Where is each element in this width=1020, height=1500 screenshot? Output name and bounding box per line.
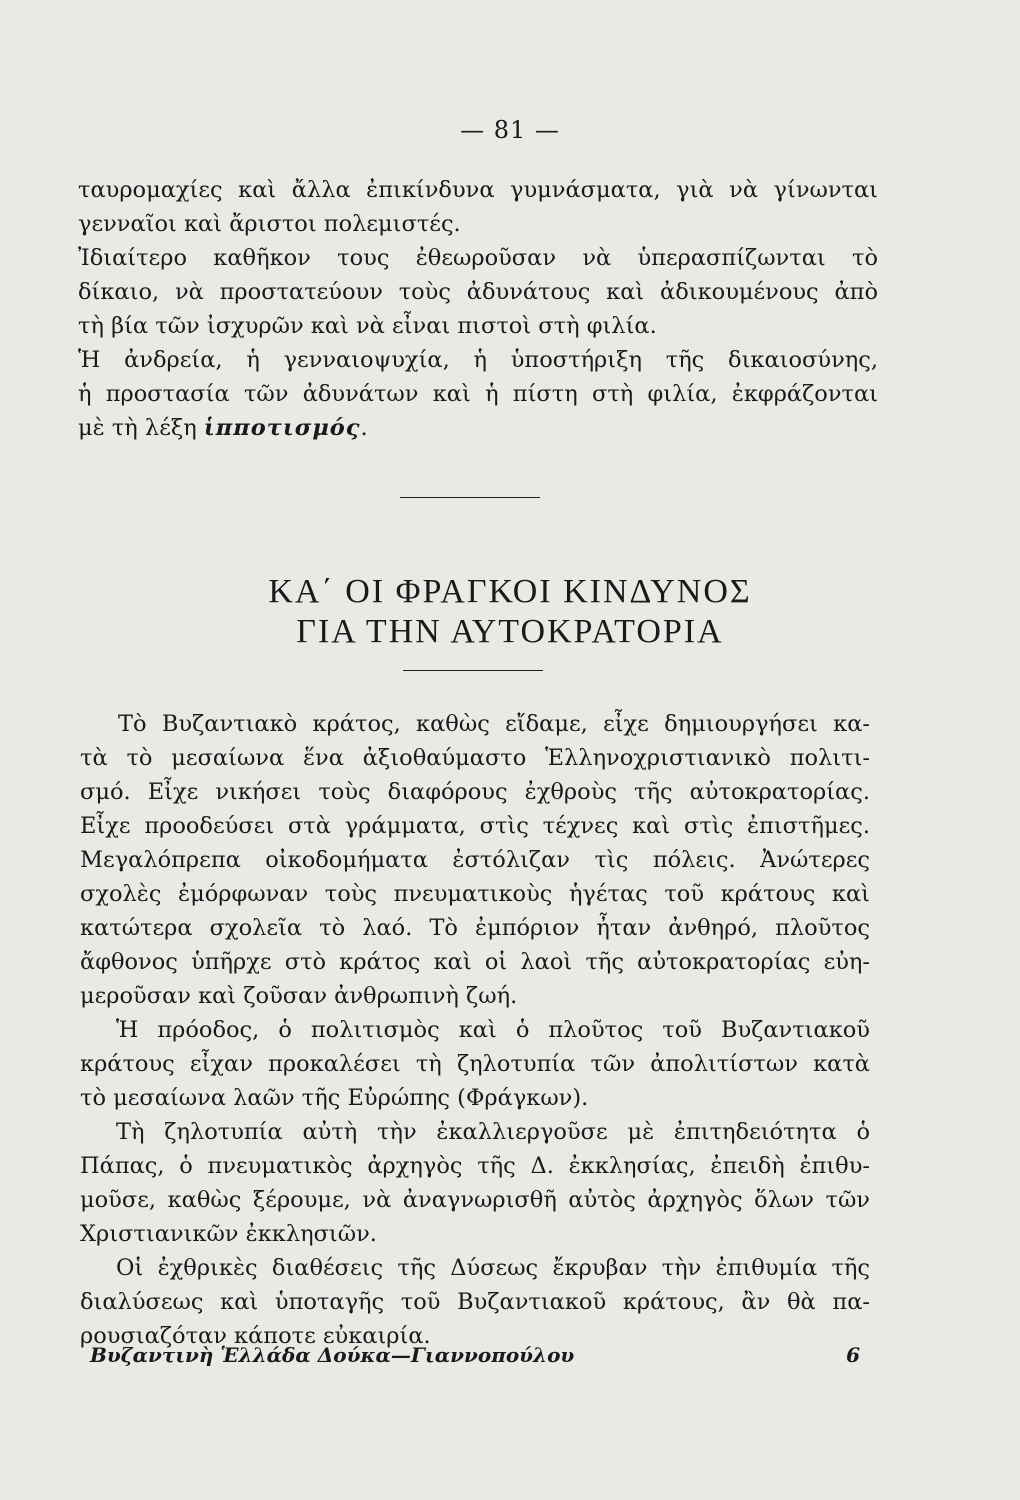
text-line: Μεγαλόπρεπα οἰκοδομήματα ἐστόλιζαν τὶς πόλεις. Ἀνώτερες: [80, 847, 870, 873]
book-title: Βυζαντινὴ Ἑλλάδα Δούκα—Γιαννοπούλου: [90, 1343, 575, 1367]
text-line: τὰ τὸ μεσαίωνα ἕνα ἀξιοθαύμαστο Ἑλληνοχριστιανικὸ πολιτι-: [80, 745, 870, 771]
text-line: ταυρομαχίες καὶ ἄλλα ἐπικίνδυνα γυμνάσματα, γιὰ νὰ γίνωνται: [78, 177, 878, 203]
paragraph-top: [78, 173, 878, 445]
text-line: Τὴ ζηλοτυπία αὐτὴ τὴν ἐκαλλιεργοῦσε μὲ ἐπιτηδειότητα ὁ: [116, 1119, 870, 1145]
text-line: Τὸ Βυζαντιακὸ κράτος, καθὼς εἴδαμε, εἶχε δημιουργήσει κα-: [118, 711, 870, 737]
text-line: Ἰδιαίτερο καθῆκον τους ἐθεωροῦσαν νὰ ὑπερασπίζωνται τὸ: [78, 245, 878, 271]
text-line: Πάπας, ὁ πνευματικὸς ἀρχηγὸς τῆς Δ. ἐκκλησίας, ἐπειδὴ ἐπιθυ-: [80, 1153, 870, 1179]
text-line-last: [78, 411, 878, 445]
text-line: μεροῦσαν καὶ ζοῦσαν ἀνθρωπινὴ ζωή.: [80, 983, 518, 1009]
text-line: τὸ μεσαίωνα λαῶν τῆς Εὐρώπης (Φράγκων).: [80, 1085, 589, 1111]
text-line: ἡ προστασία τῶν ἀδυνάτων καὶ ἡ πίστη στὴ φιλία, ἐκφράζονται: [78, 381, 878, 407]
text-line: γενναῖοι καὶ ἄριστοι πολεμιστές.: [78, 211, 461, 237]
text-suffix: .: [360, 415, 368, 441]
text-line: κράτους εἶχαν προκαλέσει τὴ ζηλοτυπία τῶν ἀπολιτίστων κατὰ: [80, 1051, 870, 1077]
text-line: ρουσιαζόταν κάποτε εὐκαιρία.: [80, 1323, 431, 1349]
text-line: Χριστιανικῶν ἐκκλησιῶν.: [80, 1221, 377, 1247]
divider-rule: [403, 670, 543, 671]
chapter-body: [80, 707, 870, 1353]
signature-mark: 6: [846, 1343, 860, 1367]
page-number: — 81 —: [460, 116, 560, 144]
text-prefix: μὲ τὴ λέξη: [78, 415, 197, 441]
text-line: διαλύσεως καὶ ὑποταγῆς τοῦ Βυζαντιακοῦ κράτους, ἂν θὰ πα-: [80, 1289, 870, 1315]
text-line: σχολὲς ἐμόρφωναν τοὺς πνευματικοὺς ἡγέτας τοῦ κράτους καὶ: [80, 881, 870, 907]
chapter-heading-line2: ΓΙΑ ΤΗΝ ΑΥΤΟΚΡΑΤΟΡΙΑ: [296, 613, 724, 650]
text-line: Εἶχε προοδεύσει στὰ γράμματα, στὶς τέχνες καὶ στὶς ἐπιστῆμες.: [80, 813, 870, 839]
text-line: Οἱ ἐχθρικὲς διαθέσεις τῆς Δύσεως ἔκρυβαν τὴν ἐπιθυμία τῆς: [116, 1255, 870, 1281]
chapter-heading-line1: ΚΑ΄ ΟΙ ΦΡΑΓΚΟΙ ΚΙΝΔΥΝΟΣ: [268, 573, 752, 610]
text-line: δίκαιο, νὰ προστατεύουν τοὺς ἀδυνάτους καὶ ἀδικουμένους ἀπὸ: [78, 279, 878, 305]
text-line: Ἡ ἀνδρεία, ἡ γενναιοψυχία, ἡ ὑποστήριξη τῆς δικαιοσύνης,: [78, 347, 878, 373]
divider-rule: [400, 497, 540, 498]
text-line: ἄφθονος ὑπῆρχε στὸ κράτος καὶ οἱ λαοὶ τῆς αὐτοκρατορίας εὐη-: [80, 949, 870, 975]
text-line: σμό. Εἶχε νικήσει τοὺς διαφόρους ἐχθροὺς τῆς αὐτοκρατορίας.: [80, 779, 870, 805]
text-line: μοῦσε, καθὼς ξέρουμε, νὰ ἀναγνωρισθῆ αὐτὸς ἀρχηγὸς ὅλων τῶν: [80, 1187, 870, 1213]
text-line: Ἡ πρόοδος, ὁ πολιτισμὸς καὶ ὁ πλοῦτος τοῦ Βυζαντιακοῦ: [116, 1017, 870, 1043]
text-line: τὴ βία τῶν ἰσχυρῶν καὶ νὰ εἶναι πιστοὶ στὴ φιλία.: [78, 313, 657, 339]
emphasized-word: ἱπποτισμός: [203, 415, 361, 441]
text-line: κατώτερα σχολεῖα τὸ λαό. Τὸ ἐμπόριον ἦταν ἀνθηρό, πλοῦτος: [80, 915, 870, 941]
